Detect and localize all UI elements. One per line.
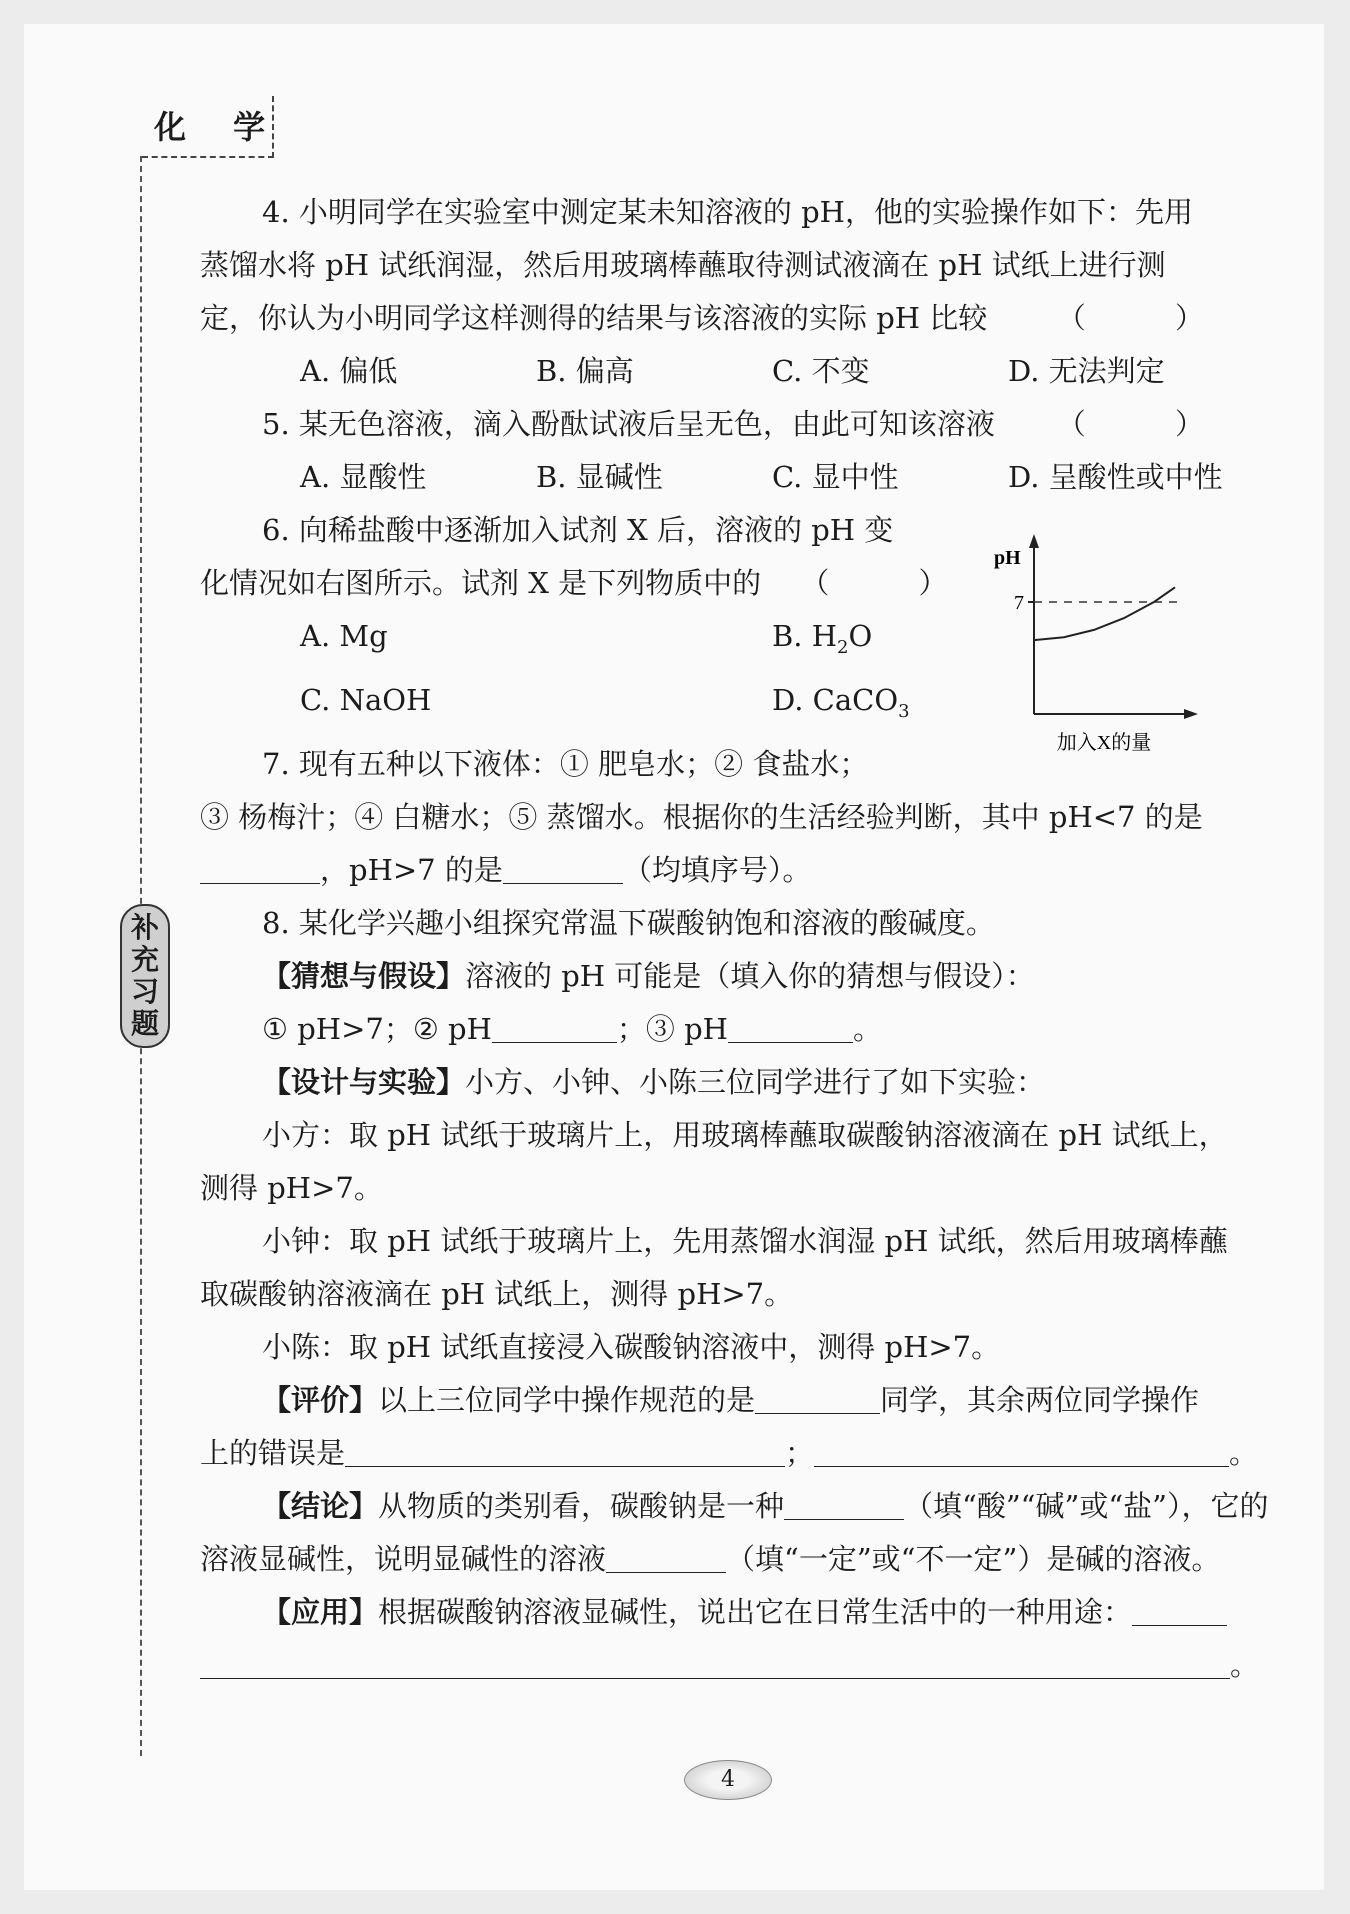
q8-application-line2: [200, 1639, 1260, 1692]
q8-design: [200, 1056, 1250, 1109]
q6-option-d-sub: 3: [898, 700, 910, 722]
side-tab-char: 充: [130, 943, 159, 976]
q7-blank-basic: [503, 849, 623, 884]
q6-option-a: A. Mg: [300, 619, 388, 653]
q8-design-text: 小方、小钟、小陈三位同学进行了如下实验：: [465, 1064, 1046, 1099]
q8-concl-text-a: 从物质的类别看，碳酸钠是一种: [378, 1488, 785, 1523]
q6-option-b-pre: B. H: [772, 619, 838, 653]
q4-option-a: A. 偏低: [300, 354, 398, 388]
q8-design-tag: 【设计与实验】: [262, 1064, 466, 1099]
x-axis-label: 加入X的量: [1056, 732, 1152, 754]
q7-line3: [200, 844, 1250, 897]
ph-curve: [1034, 587, 1175, 640]
q8-eval-blank-student: [755, 1379, 880, 1414]
q8-concl-text-b: （填“酸”“碱”或“盐”），它的: [904, 1488, 1269, 1523]
q6-option-b-post: O: [848, 619, 873, 653]
q8-hyp-blank-3: [728, 1008, 853, 1043]
page: [24, 24, 1324, 1890]
ph-chart: [984, 524, 1204, 758]
q8-eval-blank-error1: [345, 1432, 785, 1467]
side-tab: [120, 904, 170, 1048]
q7-blank-acidic: [200, 849, 320, 884]
q8-app-end: 。: [1230, 1647, 1260, 1682]
q8-app-tag: 【应用】: [262, 1594, 379, 1629]
q5-line1: [200, 398, 1250, 451]
q4-line3-text: 定，你认为小明同学这样测得的结果与该溶液的实际 pH 比较: [200, 301, 988, 335]
header-underline: [142, 156, 274, 158]
q8-intro: 8. 某化学兴趣小组探究常温下碳酸钠饱和溶液的酸碱度。: [262, 905, 995, 940]
q5-option-c: C. 显中性: [772, 460, 899, 494]
q8-hypothesis-text: 溶液的 pH 可能是（填入你的猜想与假设）：: [465, 958, 1035, 993]
q8-concl-blank-certainty: [606, 1538, 726, 1573]
question-content: [200, 186, 1269, 1692]
q8-eval-text-a: 以上三位同学中操作规范的是: [378, 1382, 756, 1417]
q8-hyp-text-c: 。: [852, 1011, 882, 1046]
q5-option-d: D. 呈酸性或中性: [1008, 460, 1223, 494]
q7-line2: ③ 杨梅汁；④ 白糖水；⑤ 蒸馏水。根据你的生活经验判断，其中 pH<7 的是: [200, 799, 1203, 834]
q4-line3: [200, 292, 1250, 345]
q5-options: [200, 451, 1250, 504]
q5-option-a: A. 显酸性: [300, 460, 427, 494]
q8-eval-l2-text-a: 上的错误是: [200, 1435, 346, 1470]
q7-line1: 7. 现有五种以下液体：① 肥皂水；② 食盐水；: [262, 746, 869, 781]
q8-eval-l2-text-c: 。: [1229, 1435, 1259, 1470]
q6-option-c: C. NaOH: [300, 682, 432, 717]
q8-concl-tag: 【结论】: [262, 1488, 379, 1523]
x-axis-arrow: [1184, 709, 1198, 719]
side-tab-char: 习: [130, 975, 159, 1008]
q8-eval-blank-error2: [814, 1432, 1229, 1467]
q8-hypothesis: [200, 950, 1250, 1003]
q4-option-d: D. 无法判定: [1008, 354, 1165, 388]
y-axis-arrow: [1029, 534, 1039, 548]
q8-hypothesis-options: [200, 1003, 1250, 1056]
q8-conclusion-line2: [200, 1533, 1250, 1586]
q5-option-b: B. 显碱性: [536, 460, 663, 494]
q8-fang-line1: 小方：取 pH 试纸于玻璃片上，用玻璃棒蘸取碳酸钠溶液滴在 pH 试纸上，: [262, 1117, 1228, 1152]
q8-zhong-line1: 小钟：取 pH 试纸于玻璃片上，先用蒸馏水润湿 pH 试纸，然后用玻璃棒蘸: [262, 1223, 1228, 1258]
q7-line3-text-b: （均填序号）。: [622, 852, 812, 887]
q8-zhong-line2: 取碳酸钠溶液滴在 pH 试纸上，测得 pH>7。: [200, 1276, 794, 1311]
q6-answer-paren: （ ）: [800, 566, 988, 600]
q8-concl-l2-text-b: （填“一定”或“不一定”）是碱的溶液。: [726, 1541, 1221, 1576]
q6-option-b-sub: 2: [837, 636, 849, 658]
page-number: 4: [684, 1760, 772, 1800]
q4-option-c: C. 不变: [772, 354, 870, 388]
q8-application: [200, 1586, 1250, 1639]
q8-eval-tag: 【评价】: [262, 1382, 379, 1417]
y-axis-label: pH: [994, 547, 1021, 569]
q5-answer-paren: （ ）: [1056, 407, 1244, 441]
q4-option-b: B. 偏高: [536, 354, 634, 388]
subject-header: 化 学: [154, 108, 284, 146]
q8-evaluation-line2: [200, 1427, 1259, 1480]
q5-line1-text: 5. 某无色溶液，滴入酚酞试液后呈无色，由此可知该溶液: [262, 407, 995, 441]
q4-options: [200, 345, 1250, 398]
ph-chart-svg: [984, 524, 1204, 754]
q6-option-d-pre: D. CaCO: [772, 682, 899, 717]
q8-eval-text-b: 同学，其余两位同学操作: [880, 1382, 1200, 1417]
q6-line1: 6. 向稀盐酸中逐渐加入试剂 X 后，溶液的 pH 变: [262, 513, 894, 547]
q8-evaluation: [200, 1374, 1250, 1427]
q8-hyp-blank-2: [492, 1008, 617, 1043]
q8-hypothesis-tag: 【猜想与假设】: [262, 958, 466, 993]
header-divider: [272, 96, 274, 158]
q4-line1: 4. 小明同学在实验室中测定某未知溶液的 pH，他的实验操作如下：先用: [262, 195, 1193, 229]
ph7-tick-label: 7: [1014, 592, 1024, 614]
side-tab-char: 题: [130, 1007, 159, 1040]
q8-concl-blank-type: [784, 1485, 904, 1520]
q8-hyp-text-a: ① pH>7；② pH: [262, 1011, 492, 1046]
q8-hyp-text-b: ；③ pH: [616, 1011, 728, 1046]
q7-line3-text-a: ，pH>7 的是: [320, 852, 503, 887]
q8-fang-line2: 测得 pH>7。: [200, 1170, 383, 1205]
q4-line2: 蒸馏水将 pH 试纸润湿，然后用玻璃棒蘸取待测试液滴在 pH 试纸上进行测: [200, 248, 1166, 282]
q8-concl-l2-text-a: 溶液显碱性，说明显碱性的溶液: [200, 1541, 607, 1576]
q8-app-text: 根据碳酸钠溶液显碱性，说出它在日常生活中的一种用途：: [378, 1594, 1133, 1629]
q8-chen: 小陈：取 pH 试纸直接浸入碳酸钠溶液中，测得 pH>7。: [262, 1329, 1001, 1364]
q8-app-blank-start: [1132, 1591, 1227, 1626]
q8-conclusion: [200, 1480, 1269, 1533]
q8-eval-l2-text-b: ；: [785, 1435, 815, 1470]
q6-line2-text: 化情况如右图所示。试剂 X 是下列物质中的: [200, 566, 762, 600]
side-tab-char: 补: [130, 911, 159, 944]
q4-answer-paren: （ ）: [1056, 301, 1244, 335]
q8-app-blank-line: [200, 1644, 1230, 1679]
